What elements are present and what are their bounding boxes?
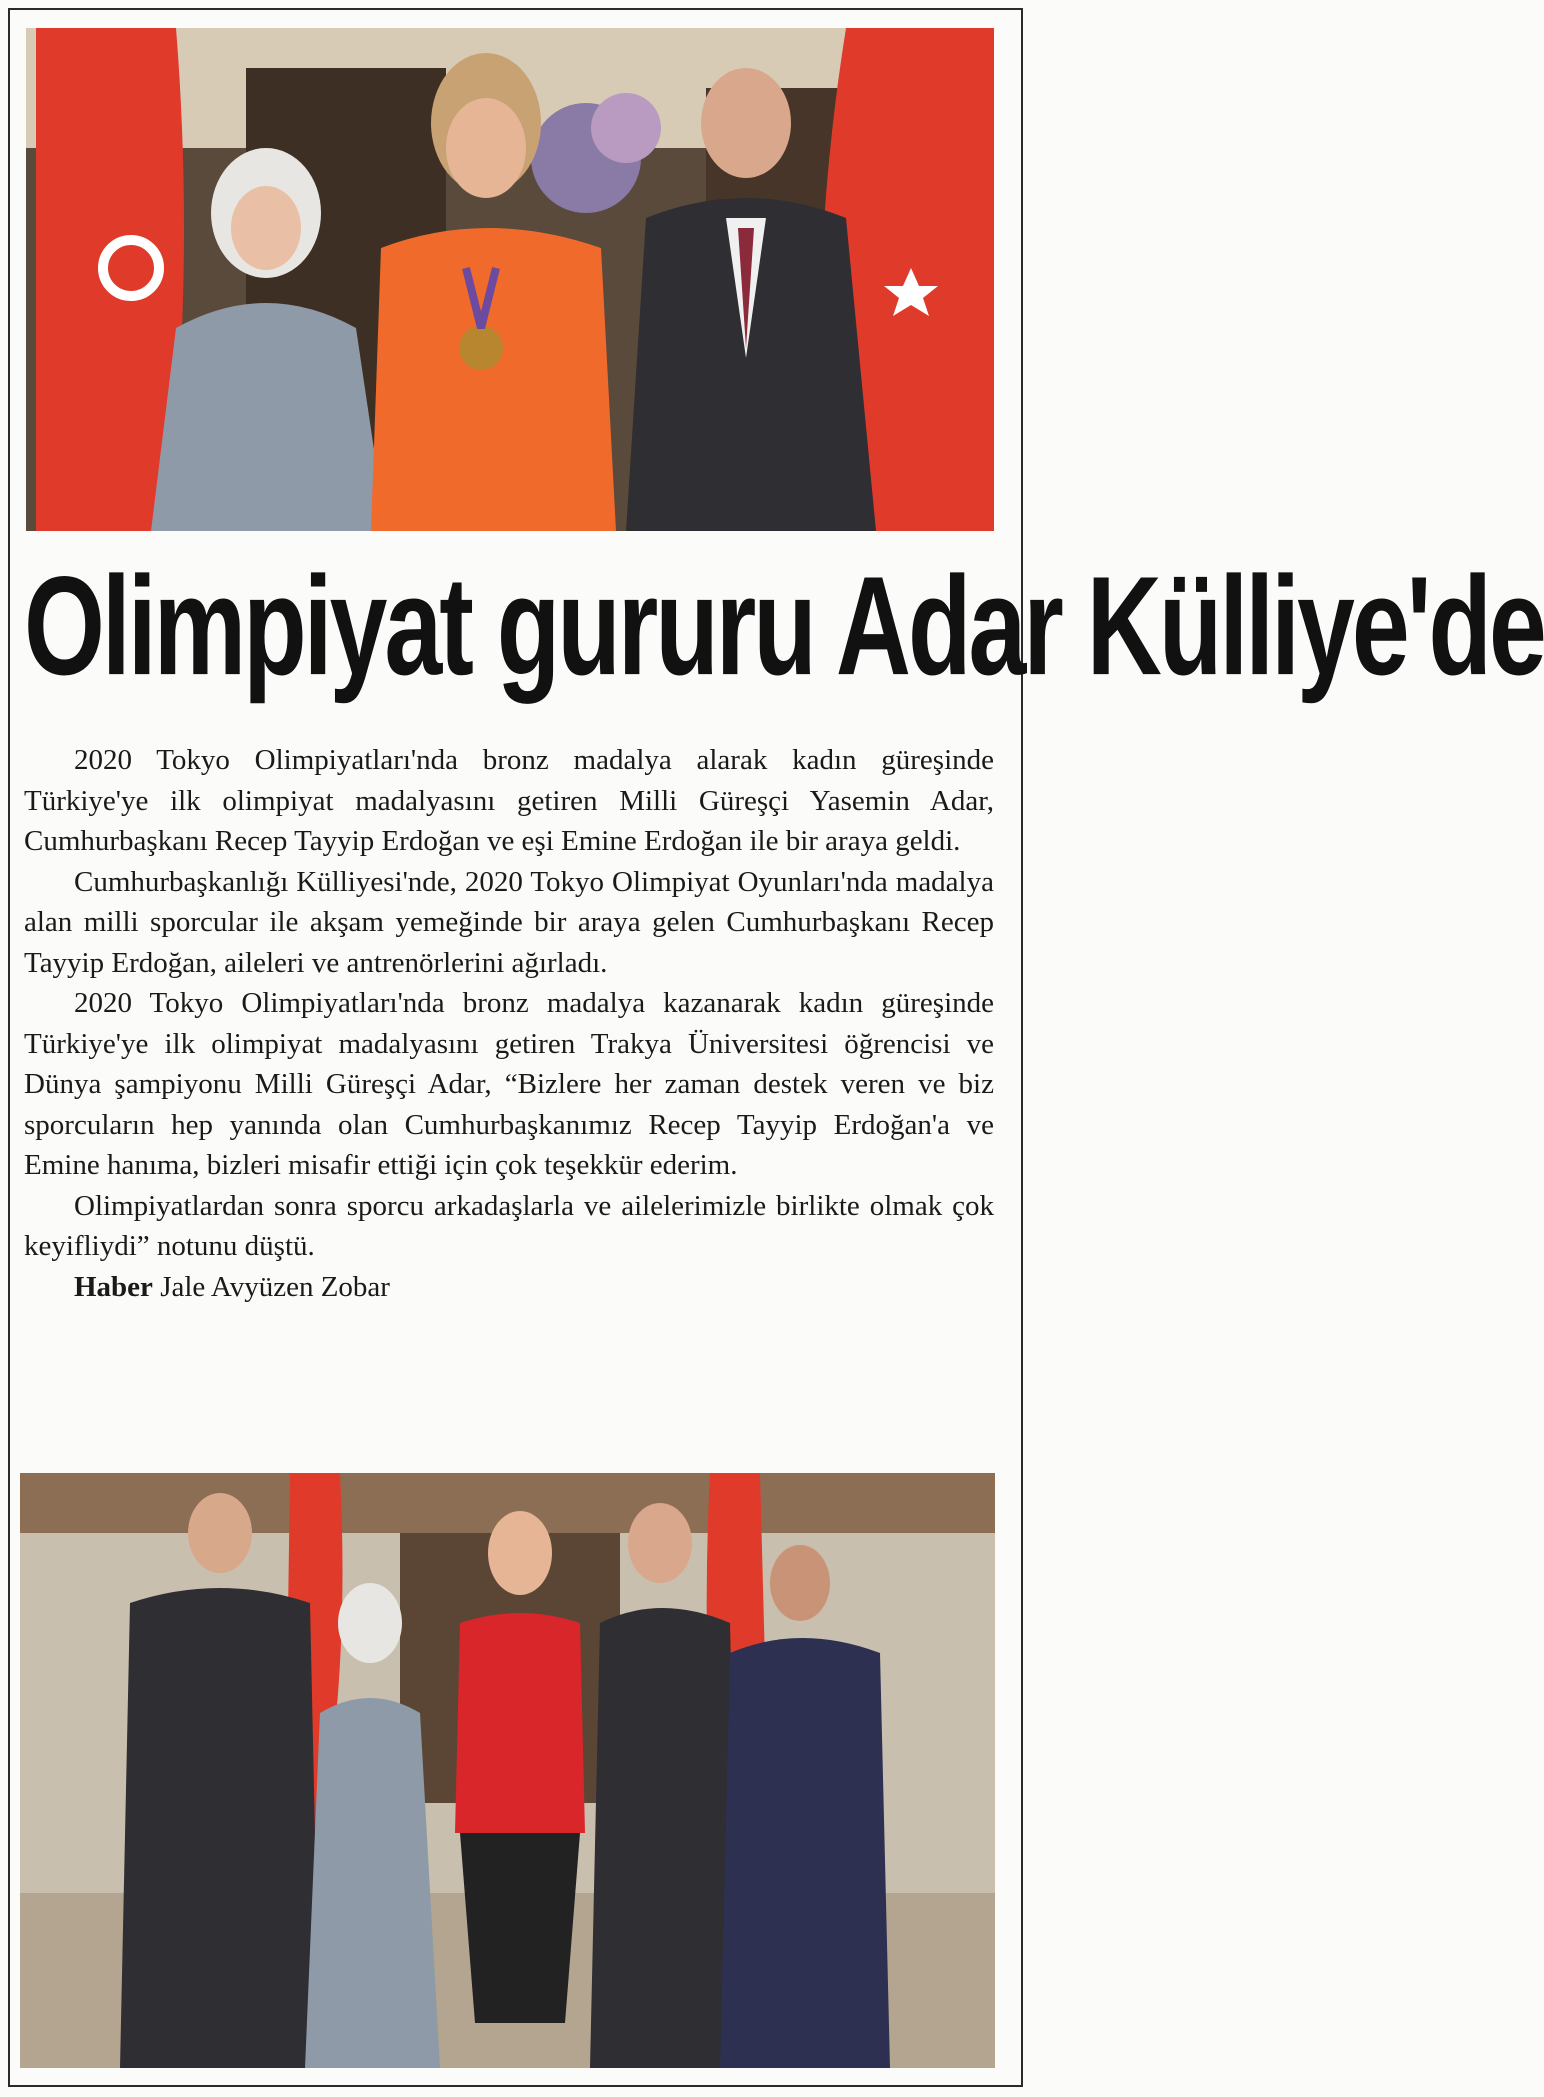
byline-author: Jale Avyüzen Zobar [160, 1270, 390, 1303]
paragraph: Cumhurbaşkanlığı Külliyesi'nde, 2020 Tokyo Olimpiyat Oyunları'nda madalya alan milli sporcular ile akşam yemeğinde bir araya gelen Cumhurbaşkanı Recep Tayyip Erdoğan, aileleri ve antrenörlerini ağırladı. [24, 865, 994, 979]
paragraph: Olimpiyatlardan sonra sporcu arkadaşlarla ve ailelerimizle birlikte olmak çok keyifliydi” notunu düştü. [24, 1189, 994, 1262]
article-body [24, 740, 994, 1307]
byline [24, 1267, 994, 1308]
headline: Olimpiyat gururu Adar Külliye'de [24, 548, 1544, 706]
photo-ceremony-top [26, 28, 994, 531]
paragraph: 2020 Tokyo Olimpiyatları'nda bronz madalya alarak kadın güreşinde Türkiye'ye ilk olimpiyat madalyasını getiren Milli Güreşçi Yasemin Adar, Cumhurbaşkanı Recep Tayyip Erdoğan ve eşi Emine Erdoğan ile bir araya geldi. [24, 744, 994, 857]
paragraph: 2020 Tokyo Olimpiyatları'nda bronz madalya kazanarak kadın güreşinde Türkiye'ye ilk olimpiyat madalyasını getiren Trakya Üniversitesi öğrencisi ve Dünya şampiyonu Milli Güreşçi Adar, “Bizlere her zaman destek veren ve biz sporcuların hep yanında olan Cumhurbaşkanımız Recep Tayyip Erdoğan'a ve Emine hanıma, bizleri misafir ettiği için çok teşekkür ederim. [24, 987, 994, 1181]
photo-ceremony-bottom [20, 1473, 995, 2068]
byline-label: Haber [74, 1270, 153, 1303]
